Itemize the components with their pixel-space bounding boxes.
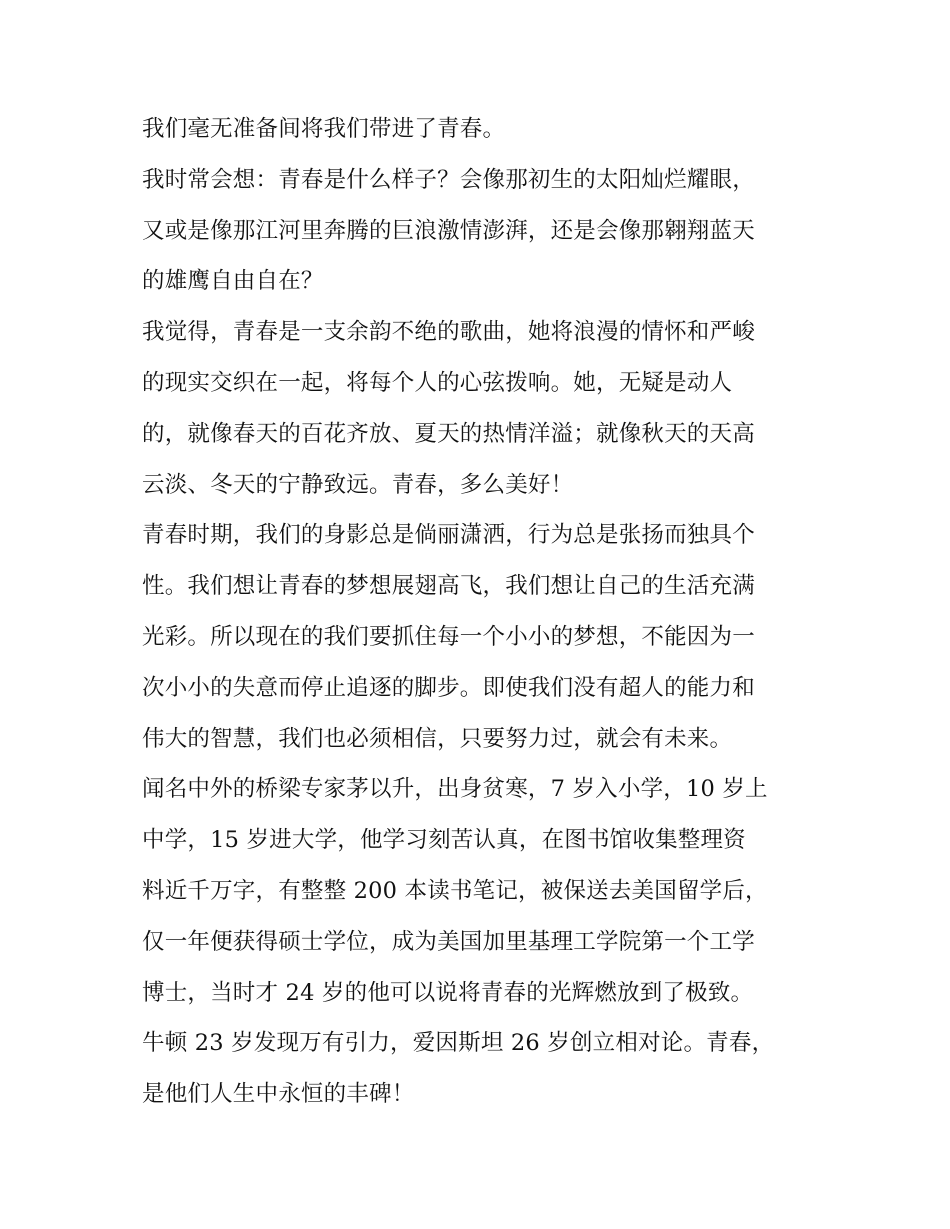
text-line: 料近千万字，有整整 200 本读书笔记，被保送去美国留学后，: [142, 877, 768, 904]
text-line: 闻名中外的桥梁专家茅以升，出身贫寒，7 岁入小学，10 岁上: [142, 776, 768, 803]
text-line: 仅一年便获得硕士学位，成为美国加里基理工学院第一个工学: [142, 928, 755, 955]
text-line: 的现实交织在一起，将每个人的心弦拨响。她，无疑是动人: [142, 369, 733, 396]
text-line: 牛顿 23 岁发现万有引力，爱因斯坦 26 岁创立相对论。青春，: [142, 1030, 775, 1057]
text-line: 我觉得，青春是一支余韵不绝的歌曲，她将浪漫的情怀和严峻: [142, 319, 755, 346]
text-line: 云淡、冬天的宁静致远。青春，多么美好！: [142, 471, 574, 498]
text-line: 次小小的失意而停止追逐的脚步。即使我们没有超人的能力和: [142, 674, 755, 701]
text-line: 青春时期，我们的身影总是倘丽潇洒，行为总是张扬而独具个: [142, 522, 755, 549]
text-line: 的雄鹰自由自在？: [142, 268, 324, 295]
text-line: 我们毫无准备间将我们带进了青春。: [142, 116, 506, 142]
text-line: 性。我们想让青春的梦想展翅高飞，我们想让自己的生活充满: [142, 573, 755, 600]
essay-body: [142, 104, 822, 1120]
text-line: 博士，当时才 24 岁的他可以说将青春的光辉燃放到了极致。: [142, 979, 754, 1006]
text-line: 又或是像那江河里奔腾的巨浪激情澎湃，还是会像那翱翔蓝天: [142, 217, 755, 244]
text-line: 我时常会想：青春是什么样子？会像那初生的太阳灿烂耀眼，: [142, 166, 755, 193]
text-line: 伟大的智慧，我们也必须相信，只要努力过，就会有未来。: [142, 725, 733, 752]
text-line: 的，就像春天的百花齐放、夏天的热情洋溢；就像秋天的天高: [142, 420, 755, 447]
text-line: 是他们人生中永恒的丰碑！: [142, 1081, 415, 1108]
text-line: 光彩。所以现在的我们要抓住每一个小小的梦想，不能因为一: [142, 623, 755, 650]
text-line: 中学，15 岁进大学，他学习刻苦认真，在图书馆收集整理资: [142, 827, 746, 854]
